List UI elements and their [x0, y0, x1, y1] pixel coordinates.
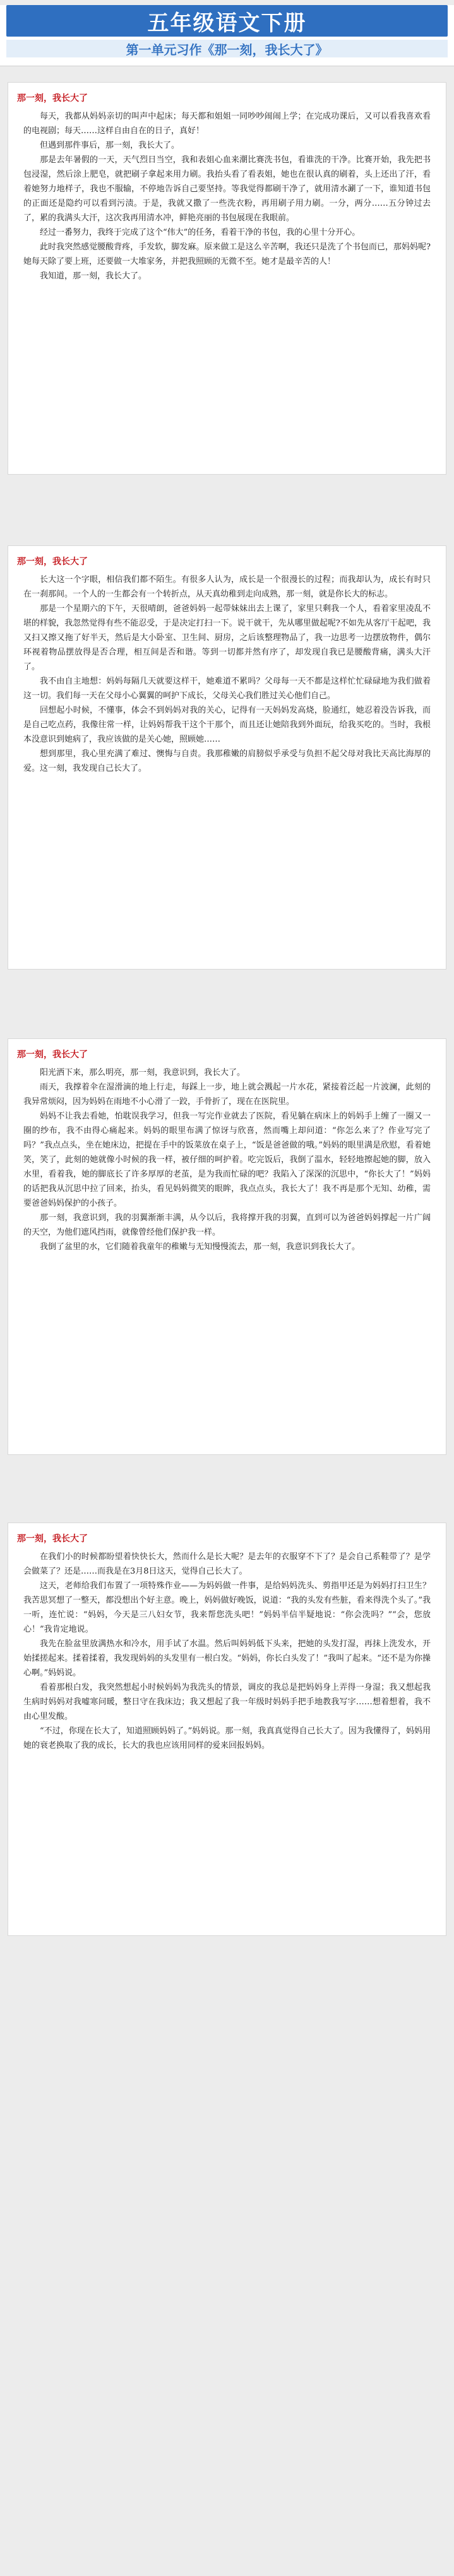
page-header — [0, 5, 454, 66]
essay-card-1 — [8, 82, 446, 475]
essay-card-3 — [8, 1038, 446, 1455]
essay-card-4 — [8, 1522, 446, 1936]
essay-title: 那一刻，我长大了 — [17, 557, 88, 567]
essay-paragraph: 我倒了盆里的水，它们随着我童年的稚嫩与无知慢慢流去，那一刻，我意识到我长大了。 — [40, 1242, 361, 1252]
essay-paragraph: 那是一个星期六的下午，天很晴朗，爸爸妈妈一起带妹妹出去上课了，家里只剩我一个人，看着家里凌乱不堪的样貌，我忽然觉得有些不能忍受，于是决定打扫一下。说干就干，先从哪里做起呢?不如先从客厅干起吧，我又扫又擦又拖了好半天，然后是大小卧室、卫生间、厨房，之后该整理物品了，我一边思考一边摆放物件，偶尔环视着物品摆放得是否合理，相互间是否和谐。等到一切都并然有序了，却发现自我已是腰酸背痛，满头大汗了。 — [23, 604, 431, 672]
essay-paragraph: 每天，我都从妈妈亲切的叫声中起床；每天都和姐姐一同吵吵闹闹上学；在完成功课后，又可以看我喜欢看的电视剧；每天……这样自由自在的日子，真好！ — [23, 112, 431, 136]
page-title: 五年级语文下册 — [147, 10, 307, 36]
essay-paragraph: 我不由自主地想：妈妈每隔几天就要这样干，她难道不累吗？父母每一天不都是这样忙忙碌碌地为我们做着这一切。我们每一天在父母小心翼翼的呵护下成长，父母关心我们胜过关心他们自己。 — [23, 677, 431, 701]
essay-paragraph: 阳光洒下来，那么明亮，那一刻，我意识到，我长大了。 — [40, 1068, 246, 1077]
essay-paragraph: 长大这一个字眼，相信我们都不陌生。有很多人认为，成长是一个很漫长的过程；而我却认为，成长有时只在一刹那间。一个人的一生都会有一个转折点，从天真幼稚到走向成熟，那一刻，就是你长大的标志。 — [23, 575, 431, 599]
essay-card-2 — [8, 545, 446, 970]
essay-paragraph: 妈妈不让我去看她，怕耽误我学习，但我一写完作业就去了医院，看见躺在病床上的妈妈手上缠了一圈又一圈的纱布，我不由得心痛起来。妈妈的眼里布满了惊讶与欣喜，然而嘴上却问道：“你怎么来了？作业写完了吗？”我点点头，坐在她床边，把提在手中的饭菜放在桌子上，“饭是爸爸做的哦。”妈妈的眼里满是欣慰，看着她笑，笑了，此刻的她就像小时候的我一样，被仔细的呵护着。吃完饭后，我倒了温水，轻轻地擦起她的脚，放入水里，看着我，她的脚底长了许多厚厚的老茧，是为我而忙碌的吧？我陷入了深深的沉思中，“你长大了！”妈妈的话把我从沉思中拉了回来，抬头，看见妈妈微笑的眼眸，我点点头，我长大了！我不再是那个无知、幼稚，需要爸爸妈妈保护的小孩子。 — [23, 1112, 431, 1208]
essay-paragraph: 回想起小时候，不懂事，体会不到妈妈对我的关心，记得有一天妈妈发高烧，脸通红，她忍着没告诉我，而是自己吃点药，我像往常一样，让妈妈帮我干这个干那个，而且还让她陪我到外面玩，给我买吃的。当时，我根本没意识到她病了，我应该做的是关心她，照顾她…… — [23, 706, 431, 744]
subtitle-banner — [6, 40, 448, 57]
essay-paragraph: 但遇到那件事后，那一刻，我长大了。 — [40, 141, 180, 150]
essay-title: 那一刻，我长大了 — [17, 93, 88, 104]
essay-paragraph: 我先在脸盆里放满热水和冷水，用手试了水温。然后叫妈妈低下头来，把她的头发打湿，再抹上洗发水，开始揉搓起来。揉着揉着，我发现妈妈的头发里有一根白发。“妈妈，你长白头发了！”我叫了起来。“还不是为你操心啊。”妈妈说。 — [23, 1639, 431, 1678]
page-subtitle: 第一单元习作《那一刻，我长大了》 — [126, 42, 328, 57]
title-banner — [6, 5, 448, 37]
essay-paragraph: 在我们小的时候都盼望着快快长大，然而什么是长大呢？是去年的衣服穿不下了？是会自己系鞋带了？是学会做菜了？还是……而我是在3月8日这天，觉得自己长大了。 — [23, 1552, 431, 1576]
essay-paragraph: 那一刻，我意识到，我的羽翼渐渐丰满，从今以后，我将撑开我的羽翼，直到可以为爸爸妈妈撑起一片广阔的天空，为他们遮风挡雨，就像曾经他们保护我一样。 — [23, 1213, 431, 1237]
essay-paragraph: 经过一番努力，我终于完成了这个“伟大”的任务，看着干净的书包，我的心里十分开心。 — [40, 228, 361, 237]
essay-paragraph: 这天，老师给我们布置了一项特殊作业——为妈妈做一件事，是给妈妈洗头、剪指甲还是为妈妈打扫卫生？我苦思冥想了一整天，都没想出个好主意。晚上，妈妈做好晚饭，说道：“我的头发有些脏，看来得洗个头了。”我一听，连忙说：“妈妈，今天是三八妇女节，我来帮您洗头吧！”妈妈半信半疑地说：“你会洗吗？”“会，您放心！”我肯定地说。 — [23, 1581, 431, 1634]
essay-title: 那一刻，我长大了 — [17, 1050, 88, 1060]
essay-paragraph: 想到那里，我心里充满了难过、懊悔与自责。我那稚嫩的肩膀似乎承受与负担不起父母对我比天高比海厚的爱。这一刻，我发现自己长大了。 — [23, 749, 431, 773]
essay-paragraph: 雨天，我撑着伞在湿滑滴的地上行走，每踩上一步，地上就会溅起一片水花，紧接着泛起一片波澜，此刻的我异常烦闷，因为妈妈在雨地不小心滑了一跤，手骨折了，现在在医院里。 — [23, 1083, 431, 1107]
essay-paragraph: 此时我突然感觉腰酸背疼，手发软，脚发麻。原来做工是这么辛苦啊，我还只是洗了个书包而已，那妈妈呢?她每天除了要上班，还要做一大堆家务，并把我照顾的无微不至。她才是最辛苦的人！ — [23, 242, 431, 266]
essay-paragraph: “不过，你现在长大了，知道照顾妈妈了。”妈妈说。那一刻，我真真觉得自己长大了。因为我懂得了，妈妈用她的衰老换取了我的成长，长大的我也应该用同样的爱来回报妈妈。 — [23, 1726, 431, 1750]
essay-paragraph: 看着那根白发，我突然想起小时候妈妈为我洗头的情景，调皮的我总是把妈妈身上弄得一身湿；我又想起我生病时妈妈对我嘘寒问暖，整日守在我床边；我又想起了我一年级时妈妈手把手地教我写字……想着想着，我不由心里发酸。 — [23, 1683, 431, 1721]
essay-paragraph: 我知道，那一刻，我长大了。 — [40, 271, 147, 281]
essay-title: 那一刻，我长大了 — [17, 1534, 88, 1544]
essay-paragraph: 那是去年暑假的一天，天气烈日当空，我和表姐心血来潮比赛洗书包，看谁洗的干净。比赛开始，我先把书包浸湿，然后涂上肥皂，就把刷子拿起来用力刷。我抬头看了看表姐，她也在很认真的刷着，头上还出了汗，看着她努力地样子，我也不服输，不停地告诉自己要坚持。等我觉得都刷干净了，就用清水涮了一下，谁知道书包的正面还是隐约可以看到污渍。于是，我就又撒了一些洗衣粉，再用刷子用力刷。一分，两分……五分钟过去了，累的我满头大汗，这次我再用清水冲，鲜艳亮丽的书包展现在我眼前。 — [23, 155, 431, 223]
